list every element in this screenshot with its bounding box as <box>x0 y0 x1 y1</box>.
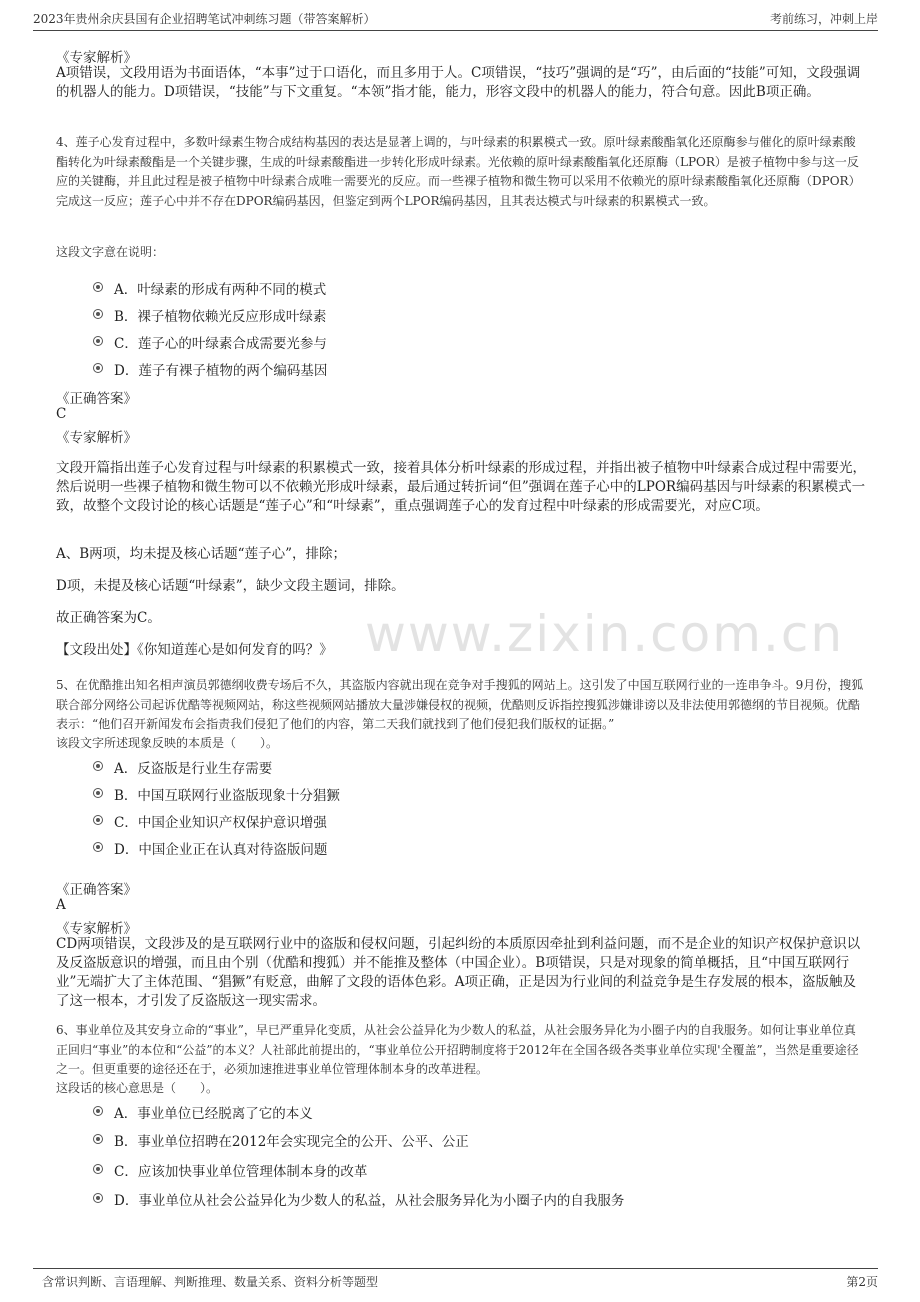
header-divider <box>33 30 878 31</box>
radio-icon[interactable] <box>93 282 103 292</box>
radio-icon[interactable] <box>93 761 103 771</box>
source-title: 《你知道莲心是如何发育的吗？》 <box>137 642 333 658</box>
question-6-prompt: 这段话的核心意思是（ ）。 <box>56 1081 219 1095</box>
analysis-paragraph: 文段开篇指出莲子心发育过程与叶绿素的积累模式一致，接着具体分析叶绿素的形成过程，并指出被子植物中叶绿素合成过程中需要光，然后说明一些裸子植物和微生物可以不依赖光形成叶绿素，最后通过转折词“但”强调在莲子心中的LPOR编码基因与叶绿素的积累模式一致，故整个文段讨论的核心话题是“莲子心”和“叶绿素”，重点强调莲子心的发育过程中叶绿素的形成需要光，对应C项。 <box>56 460 866 514</box>
radio-icon[interactable] <box>93 815 103 825</box>
source-citation <box>56 641 866 660</box>
question-5-prompt: 该段文字所述现象反映的本质是（ ）。 <box>56 736 279 750</box>
radio-icon[interactable] <box>93 842 103 852</box>
radio-icon[interactable] <box>93 1164 103 1174</box>
footer-divider <box>33 1268 878 1269</box>
radio-icon[interactable] <box>93 309 103 319</box>
radio-icon[interactable] <box>93 363 103 373</box>
footer-description: 含常识判断、言语理解、判断推理、数量关系、资料分析等题型 <box>42 1275 379 1289</box>
document-title: 2023年贵州余庆县国有企业招聘笔试冲刺练习题（带答案解析） <box>33 12 376 26</box>
analysis-paragraph: D项，未提及核心话题“叶绿素”，缺少文段主题词，排除。 <box>56 578 405 594</box>
question-5-stem: 5、在优酷推出知名相声演员郭德纲收费专场后不久，其盗版内容就出现在竞争对手搜狐的网站上。这引发了中国互联网行业的一连串争斗。9月份，搜狐联合部分网络公司起诉优酷等视频网站，称这些视频网站播放大量涉嫌侵权的视频，优酷则反诉指控搜狐涉嫌诽谤以及非法使用郭德纲的节目视频。优酷表示：“他们召开新闻发布会指责我们侵犯了他们的内容，第二天我们就找到了他们侵犯我们版权的证据。” <box>56 678 864 731</box>
correct-answer-label: 《正确答案》 <box>56 882 137 898</box>
question-6-stem: 6、事业单位及其安身立命的“事业”，早已严重异化变质，从社会公益异化为少数人的私益，从社会服务异化为小圈子内的自我服务。如何让事业单位真正回归“事业”的本位和“公益”的本义？人社部此前提出的，“事业单位公开招聘制度将于2012年在全国各级各类事业单位实现'全覆盖”，当然是重要途径之一。但更重要的途径还在于，必须加速推进事业单位管理体制本身的改革进程。 <box>56 1023 859 1076</box>
radio-icon[interactable] <box>93 336 103 346</box>
correct-answer-label: 《正确答案》 <box>56 391 137 407</box>
source-label: 【文段出处】 <box>56 642 137 658</box>
radio-icon[interactable] <box>93 1106 103 1116</box>
question-4-prompt: 这段文字意在说明： <box>56 245 165 259</box>
expert-analysis-text: A项错误，文段用语为书面语体，“本事”过于口语化，而且多用于人。C项错误，“技巧”强调的是“巧”，由后面的“技能”可知，文段强调的机器人的能力。D项错误，“技能”与下文重复。“本领”指才能，能力，形容文段中的机器人的能力，符合句意。因此B项正确。 <box>56 65 861 100</box>
question-4-stem: 4、莲子心发育过程中，多数叶绿素生物合成结构基因的表达是显著上调的，与叶绿素的积累模式一致。原叶绿素酸酯氧化还原酶参与催化的原叶绿素酸酯转化为叶绿素酸酯是一个关键步骤，生成的叶绿素酸酯进一步转化形成叶绿素。光依赖的原叶绿素酸酯氧化还原酶（LPOR）是被子植物中参与这一反应的关键酶，并且此过程是被子植物中叶绿素合成唯一需要光的反应。而一些裸子植物和微生物可以采用不依赖光的原叶绿素酸酯氧化还原酶（DPOR）完成这一反应；莲子心中并不存在DPOR编码基因，但鉴定到两个LPOR编码基因，且其表达模式与叶绿素的积累模式一致。 <box>56 135 861 208</box>
radio-icon[interactable] <box>93 1134 103 1144</box>
watermark: www.zixin.com.cn <box>365 605 845 663</box>
page-number: 第2页 <box>846 1275 878 1289</box>
header-slogan: 考前练习，冲刺上岸 <box>769 12 878 26</box>
expert-analysis-label: 《专家解析》 <box>56 50 137 66</box>
radio-icon[interactable] <box>93 788 103 798</box>
correct-answer-value: C <box>56 406 67 422</box>
expert-analysis-label: 《专家解析》 <box>56 921 137 937</box>
page-header <box>0 0 920 30</box>
radio-icon[interactable] <box>93 1193 103 1203</box>
expert-analysis-label: 《专家解析》 <box>56 430 137 446</box>
analysis-paragraph: 故正确答案为C。 <box>56 610 161 626</box>
correct-answer-value: A <box>56 897 66 913</box>
analysis-paragraph: CD两项错误，文段涉及的是互联网行业中的盗版和侵权问题，引起纠纷的本质原因牵扯到利益问题，而不是企业的知识产权保护意识以及反盗版意识的增强，而且由个别（优酷和搜狐）并不能推及整体（中国企业）。B项错误，只是对现象的简单概括，且“中国互联网行业”无端扩大了主体范围、“猖獗”有贬意，曲解了文段的语体色彩。A项正确，正是因为行业间的利益竞争是生存发展的根本，盗版触及了这一根本，才引发了反盗版这一现实需求。 <box>56 936 861 1009</box>
analysis-paragraph: A、B两项，均未提及核心话题“莲子心”，排除； <box>56 546 346 562</box>
